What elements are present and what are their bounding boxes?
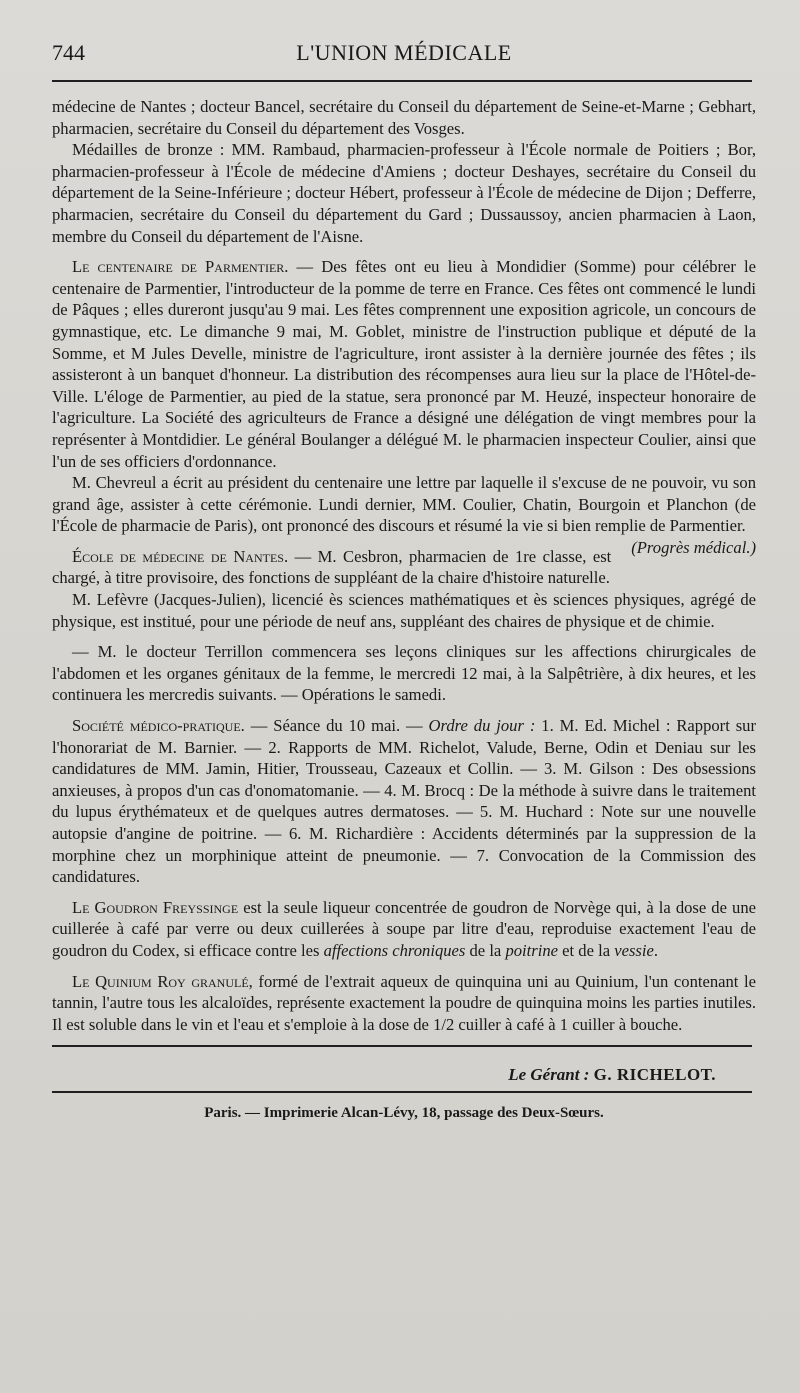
printer-imprint: Paris. — Imprimerie Alcan-Lévy, 18, passage des Deux-Sœurs.: [204, 1105, 604, 1122]
paragraph: — M. le docteur Terrillon commencera ses leçons cliniques sur les affections chirurgicales de l'abdomen et les organes génitaux de la femme, le mercredi 12 mai, à la Salpêtrière, à dix heures, et les continuera les mercredis suivants. — Opérations le samedi.: [52, 642, 756, 705]
section-heading: Le Quinium Roy granulé,: [72, 971, 253, 991]
paragraph: M. Lefèvre (Jacques-Julien), licencié ès sciences mathématiques et ès sciences physiques, agrégé de physique, est institué, pour une période de neuf ans, suppléant des chaires de physique et de chimie.: [52, 590, 756, 631]
header-rule: [52, 80, 752, 82]
paragraph: Société médico-pratique. — Séance du 10 mai. — Ordre du jour : 1. M. Ed. Michel : Rapport sur l'honorariat de M. Barnier. — 2. Rapports de MM. Richelot, Valude, Berne, Odin et Deniau sur les candidatures de MM. Jamin, Hitier, Trousseau, Cazeaux et Collin. — 3. M. Gilson : Des obsessions anxieuses, à propos d'un cas d'onomatomanie. — 4. M. Brocq : De la méthode à suivre dans le traitement du lupus érythémateux et de quelques autres dermatoses. — 5. M. Huchard : Note sur une nouvelle autopsie d'angine de poitrine. — 6. M. Richardière : Accidents déterminés par la suppression de la morphine chez un morphinique atteint de pneumonie. — 7. Convocation de la Commission des candidatures.: [52, 716, 756, 887]
signature-label: Le Gérant :: [508, 1065, 590, 1085]
page-number: 744: [52, 40, 85, 65]
signature-name: G. RICHELOT.: [593, 1065, 716, 1085]
paragraph: médecine de Nantes ; docteur Bancel, secrétaire du Conseil du département de Seine-et-Marne ; Gebhart, pharmacien, secrétaire du Conseil du département des Vosges.: [52, 97, 756, 138]
section-heading: Le Goudron Freyssinge: [72, 897, 239, 917]
paragraph: Le Quinium Roy granulé, formé de l'extrait aqueux de quinquina uni au Quinium, l'un contenant le tannin, l'autre tous les alcaloïdes, représente exactement la poudre de quinquina moins les parties inutiles. Il est soluble dans le vin et l'eau et s'emploie à la dose de 1/2 cuiller à café à 1 cuiller à bouche.: [52, 971, 756, 1034]
paragraph: M. Chevreul a écrit au président du centenaire une lettre par laquelle il s'excuse de ne pouvoir, vu son grand âge, assister à cette cérémonie. Lundi dernier, MM. Coulier, Chatin, Bourgoin et Planchon (de l'École de pharmacie de Paris), ont prononcé des discours et résumé la vie si bien remplie de Parmentier. (Progrès médical.): [52, 473, 756, 557]
paragraph: Médailles de bronze : MM. Rambaud, pharmacien-professeur à l'École normale de Poitiers ; Bor, pharmacien-professeur à l'École de médecine d'Amiens ; docteur Deshayes, secrétaire du Conseil du département de la Seine-Inférieure ; docteur Hébert, professeur à l'École de médecine de Dijon ; Defferre, pharmacien, secrétaire du Conseil du département du Gard ; Dussaussoy, ancien pharmacien à Laon, membre du Conseil du département de l'Aisne.: [52, 140, 756, 246]
paragraph: Le centenaire de Parmentier. — Des fêtes ont eu lieu à Mondidier (Somme) pour célébrer le centenaire de Parmentier, l'introducteur de la pomme de terre en France. Ces fêtes ont commencé le lundi de Pâques ; elles dureront jusqu'au 9 mai. Les fêtes comprennent une exposition agricole, un concours de gymnastique, etc. Le dimanche 9 mai, M. Goblet, ministre de l'instruction publique et député de la Somme, et M Jules Develle, ministre de l'agriculture, iront assister à la dernière journée des fêtes ; ils assisteront à un banquet d'honneur. La distribution des récompenses aura lieu sur la place de l'Hôtel-de-Ville. L'éloge de Parmentier, au pied de la statue, sera prononcé par M. Heuzé, inspecteur honoraire de l'agriculture. La Société des agriculteurs de France a désigné une délégation de vingt membres pour la représenter à Montdidier. Le général Boulanger a délégué M. le pharmacien inspecteur Coulier, ainsi que l'un de ses officiers d'ordonnance.: [52, 257, 756, 471]
footer-rule: [52, 1045, 752, 1047]
section-heading: Le centenaire de Parmentier.: [72, 257, 289, 277]
paragraph: Le Goudron Freyssinge est la seule liqueur concentrée de goudron de Norvège qui, à la dose de une cuillerée à café par verre ou deux cuillerées à soupe par litre d'eau, reproduise exactement l'eau de goudron du Codex, si efficace contre les affections chroniques de la poitrine et de la vessie.: [52, 897, 756, 960]
signature: [52, 1065, 716, 1085]
page-header: [52, 38, 756, 74]
imprint-rule: [52, 1091, 752, 1093]
article-body: [52, 96, 756, 1035]
source-citation: (Progrès médical.): [631, 537, 756, 557]
paragraph: École de médecine de Nantes. — M. Cesbron, pharmacien de 1re classe, est chargé, à titre provisoire, des fonctions de suppléant de la chaire d'histoire naturelle.: [52, 546, 612, 588]
section-heading: École de médecine de Nantes.: [72, 546, 289, 566]
journal-title: L'UNION MÉDICALE: [296, 40, 512, 65]
section-heading: Société médico-pratique.: [72, 716, 245, 736]
